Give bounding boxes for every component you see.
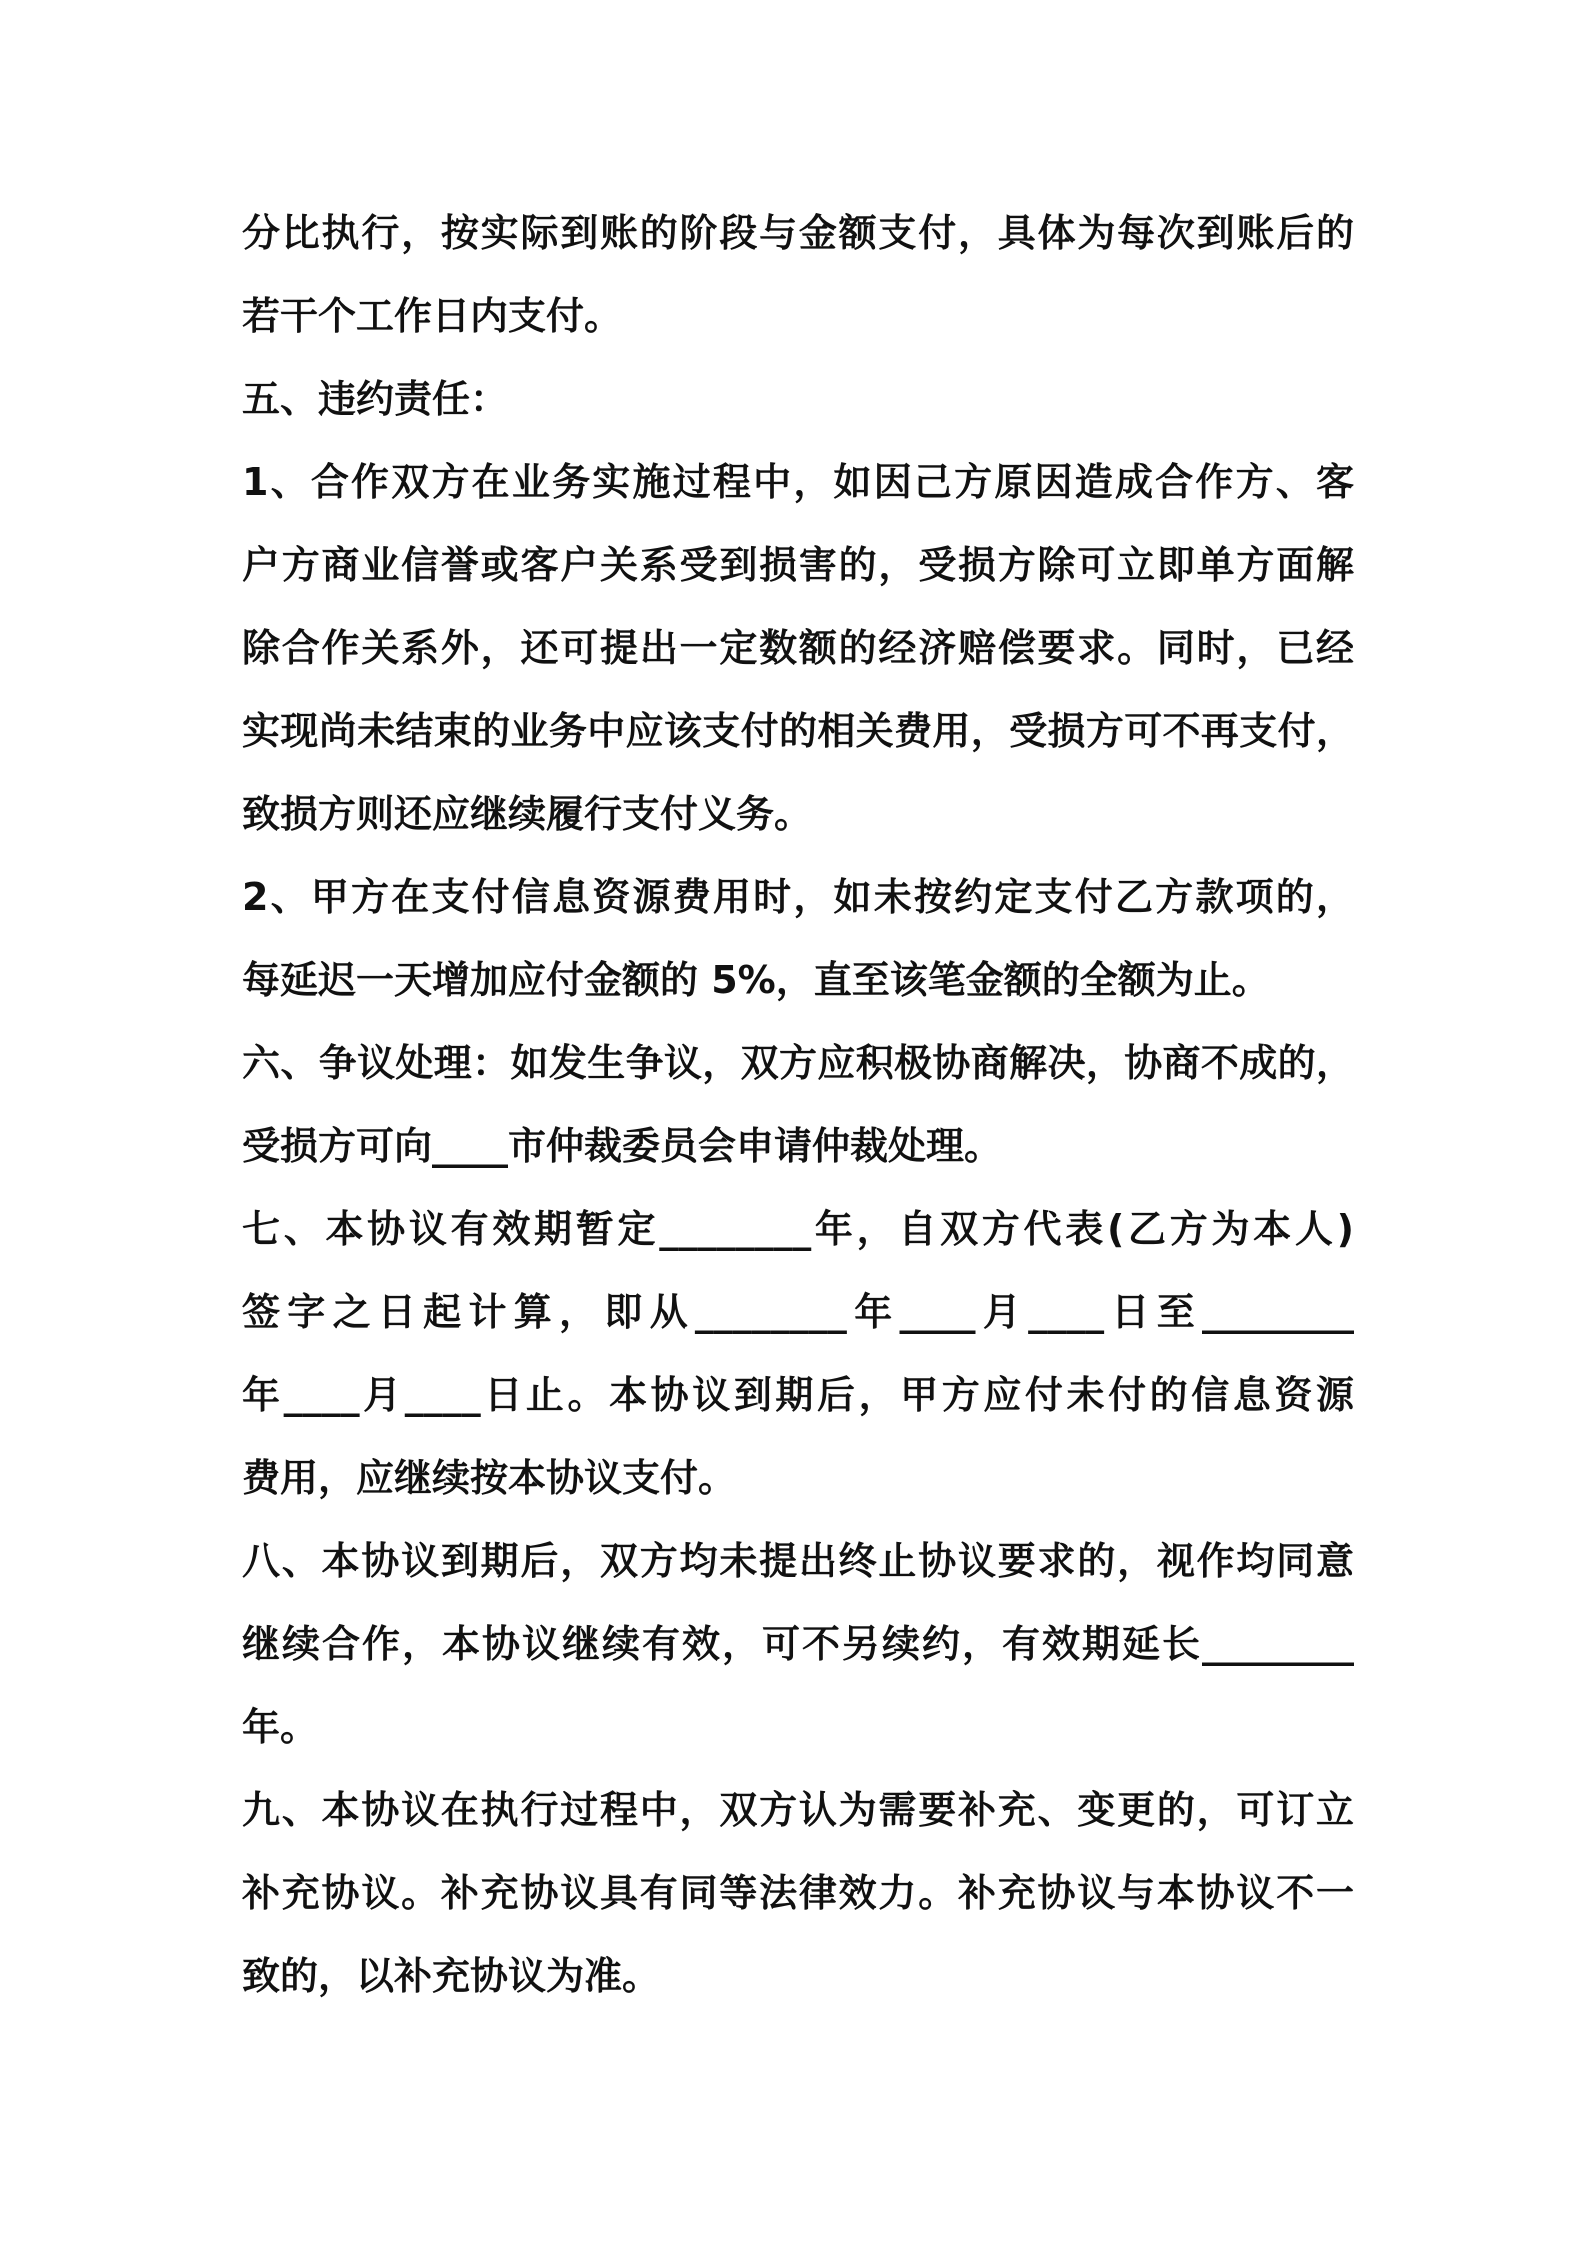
text-line: 致损方则还应继续履行支付义务。 [242,792,813,836]
text-line: 受损方可向____市仲裁委员会申请仲裁处理。 [242,1124,1003,1168]
text-line: 2、甲方在支付信息资源费用时，如未按约定支付乙方款项的， [242,875,1354,919]
text-line: 1、合作双方在业务实施过程中，如因己方原因造成合作方、客 [242,460,1354,504]
text-line: 七、本协议有效期暂定________年，自双方代表(乙方为本人) [242,1207,1354,1251]
text-line: 费用，应继续按本协议支付。 [242,1456,737,1500]
text-line: 实现尚未结束的业务中应该支付的相关费用，受损方可不再支付， [242,709,1354,753]
text-line: 年____月____日止。本协议到期后，甲方应付未付的信息资源 [242,1373,1354,1417]
text-line: 九、本协议在执行过程中，双方认为需要补充、变更的，可订立 [242,1788,1354,1832]
document-body [242,192,1354,2018]
text-line: 年。 [242,1705,319,1749]
text-line: 签字之日起计算，即从________年____月____日至________ [242,1290,1354,1334]
text-line: 若干个工作日内支付。 [242,294,623,338]
text-line: 户方商业信誉或客户关系受到损害的，受损方除可立即单方面解 [242,543,1354,587]
text-line: 除合作关系外，还可提出一定数额的经济赔偿要求。同时，已经 [242,626,1354,670]
text-line: 分比执行，按实际到账的阶段与金额支付，具体为每次到账后的 [242,211,1354,255]
text-line: 每延迟一天增加应付金额的 5%，直至该笔金额的全额为止。 [242,958,1270,1002]
text-line: 六、争议处理：如发生争议，双方应积极协商解决，协商不成的， [242,1041,1354,1085]
text-line: 补充协议。补充协议具有同等法律效力。补充协议与本协议不一 [242,1871,1354,1915]
text-line: 八、本协议到期后，双方均未提出终止协议要求的，视作均同意 [242,1539,1354,1583]
text-line: 继续合作，本协议继续有效，可不另续约，有效期延长________ [242,1622,1354,1666]
text-line: 致的，以补充协议为准。 [242,1954,661,1998]
section-heading: 五、违约责任： [242,377,509,421]
